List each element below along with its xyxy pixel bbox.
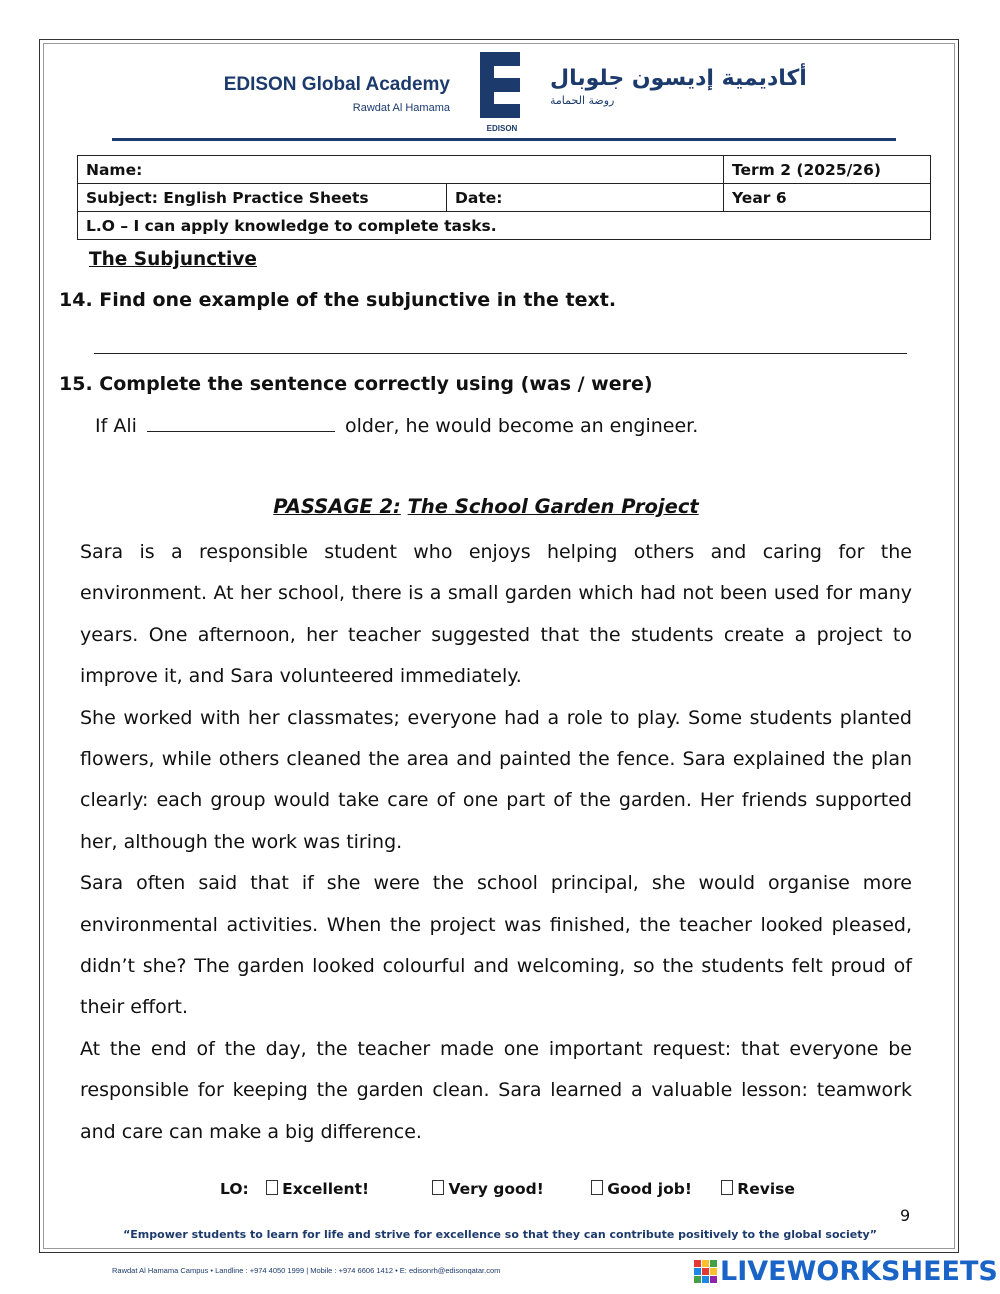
answer-blank-15[interactable] bbox=[147, 413, 335, 432]
campus-name: Rawdat Al Hamama bbox=[352, 102, 450, 114]
section-title: The Subjunctive bbox=[89, 249, 257, 270]
school-name-english bbox=[160, 74, 450, 114]
passage-body bbox=[80, 532, 912, 1153]
rating-excellent[interactable]: Excellent! bbox=[266, 1180, 369, 1198]
subject-cell: Subject: English Practice Sheets bbox=[78, 184, 447, 212]
passage-label: PASSAGE 2: bbox=[273, 495, 401, 518]
logo-text: EDISON bbox=[486, 124, 518, 133]
date-cell[interactable]: Date: bbox=[447, 184, 724, 212]
answer-line-14[interactable] bbox=[94, 353, 907, 354]
passage-paragraph: Sara is a responsible student who enjoys helping others and caring for the environment. At her school, there is a small garden which had not been used for many years. One afternoon, her teacher suggested that the students create a project to improve it, and Sara volunteered immediately. bbox=[80, 541, 912, 688]
rating-very-good[interactable]: Very good! bbox=[432, 1180, 543, 1198]
campus-name-ar: روضة الحمامة bbox=[550, 94, 615, 107]
liveworksheets-watermark bbox=[694, 1256, 998, 1287]
question-15-sentence bbox=[95, 413, 698, 437]
sentence-end: older, he would become an engineer. bbox=[344, 415, 699, 437]
watermark-text: LIVEWORKSHEETS bbox=[720, 1256, 998, 1287]
school-name-ar: أكاديمية إديسون جلوبال bbox=[550, 66, 807, 91]
name-cell[interactable]: Name: bbox=[78, 156, 724, 184]
learning-objective-cell: L.O – I can apply knowledge to complete tasks. bbox=[78, 212, 931, 240]
school-name: EDISON Global Academy bbox=[223, 74, 450, 95]
checkbox-icon bbox=[432, 1180, 444, 1195]
question-15: 15. Complete the sentence correctly using (was / were) bbox=[59, 373, 653, 395]
school-motto: “Empower students to learn for life and strive for excellence so that they can contribute positively to the global society” bbox=[123, 1228, 877, 1241]
school-name-arabic bbox=[550, 66, 810, 107]
school-logo bbox=[480, 52, 524, 133]
year-cell: Year 6 bbox=[724, 184, 931, 212]
checkbox-icon bbox=[266, 1180, 278, 1195]
sentence-start: If Ali bbox=[95, 415, 137, 437]
passage-paragraph: At the end of the day, the teacher made one important request: that everyone be responsible for keeping the garden clean. Sara learned a valuable lesson: teamwork and care can make a big difference. bbox=[80, 1037, 912, 1143]
footer-contact: Rawdat Al Hamama Campus • Landline : +974 4050 1999 | Mobile : +974 6606 1412 • E: edisonrh@edisonqatar.com bbox=[112, 1266, 501, 1275]
passage-paragraph: Sara often said that if she were the school principal, she would organise more environmental activities. When the project was finished, the teacher looked pleased, didn’t she? The garden looked colourful and welcoming, so the students felt proud of their effort. bbox=[80, 872, 912, 1019]
passage-title bbox=[0, 495, 972, 518]
edison-logo-icon bbox=[480, 52, 520, 118]
header-divider bbox=[112, 138, 896, 141]
page-number: 9 bbox=[900, 1206, 911, 1225]
student-info-table bbox=[77, 155, 931, 240]
checkbox-icon bbox=[591, 1180, 603, 1195]
question-14: 14. Find one example of the subjunctive in the text. bbox=[59, 289, 617, 311]
checkbox-icon bbox=[721, 1180, 733, 1195]
lo-label: LO: bbox=[220, 1180, 249, 1198]
rating-good-job[interactable]: Good job! bbox=[591, 1180, 692, 1198]
passage-name: The School Garden Project bbox=[407, 495, 699, 518]
term-cell: Term 2 (2025/26) bbox=[724, 156, 931, 184]
lo-rating bbox=[220, 1180, 795, 1198]
liveworksheets-logo-icon bbox=[694, 1260, 717, 1283]
passage-paragraph: She worked with her classmates; everyone had a role to play. Some students planted flowers, while others cleaned the area and painted the fence. Sara explained the plan clearly: each group would take care of one part of the garden. Her friends supported her, although the work was tiring. bbox=[80, 706, 912, 853]
rating-revise[interactable]: Revise bbox=[721, 1180, 795, 1198]
